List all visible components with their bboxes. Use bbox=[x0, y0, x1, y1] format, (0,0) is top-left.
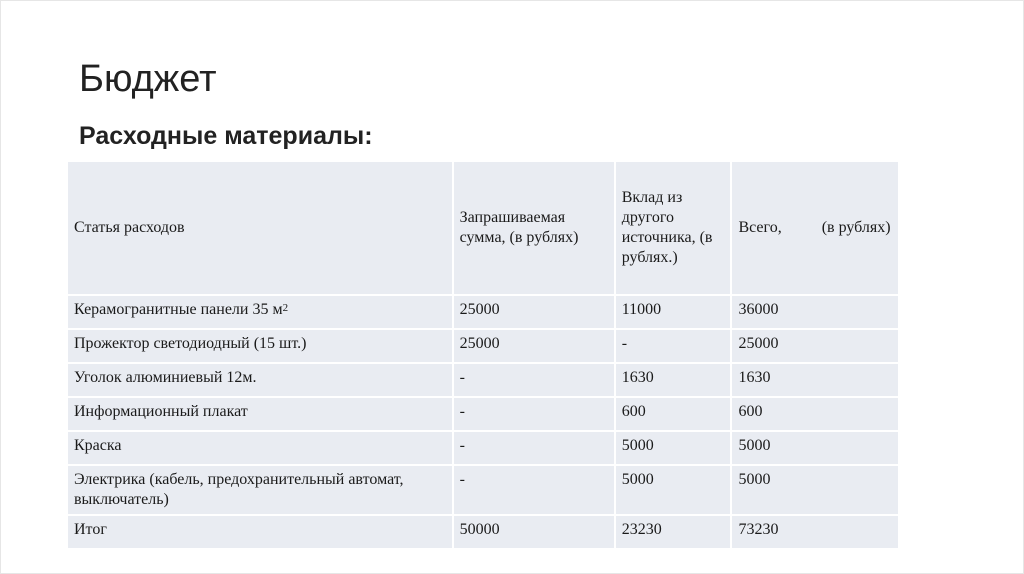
row-item bbox=[67, 295, 453, 329]
table-row bbox=[67, 397, 899, 431]
header-item: Статья расходов bbox=[67, 161, 453, 295]
footer-other-source: 23230 bbox=[615, 515, 732, 549]
row-total: 1630 bbox=[731, 363, 899, 397]
budget-table bbox=[66, 160, 900, 550]
footer-item: Итог bbox=[67, 515, 453, 549]
row-item: Уголок алюминиевый 12м. bbox=[67, 363, 453, 397]
table-row bbox=[67, 465, 899, 515]
row-item: Краска bbox=[67, 431, 453, 465]
row-requested: - bbox=[453, 465, 615, 515]
page-title: Бюджет bbox=[79, 58, 217, 100]
row-total: 600 bbox=[731, 397, 899, 431]
row-other-source: 1630 bbox=[615, 363, 732, 397]
row-item: Прожектор светодиодный (15 шт.) bbox=[67, 329, 453, 363]
row-other-source: - bbox=[615, 329, 732, 363]
row-requested: - bbox=[453, 431, 615, 465]
section-subtitle: Расходные материалы: bbox=[79, 122, 373, 150]
row-other-source: 600 bbox=[615, 397, 732, 431]
row-total: 5000 bbox=[731, 431, 899, 465]
table-header-row bbox=[67, 161, 899, 295]
row-other-source: 11000 bbox=[615, 295, 732, 329]
row-requested: - bbox=[453, 397, 615, 431]
table-row bbox=[67, 295, 899, 329]
row-item: Электрика (кабель, предохранительный автомат, выключатель) bbox=[67, 465, 453, 515]
row-other-source: 5000 bbox=[615, 465, 732, 515]
row-item-label: Керамогранитные панели 35 м bbox=[74, 301, 283, 318]
row-item-superscript: 2 bbox=[282, 302, 289, 314]
header-total-label: Всего, (в рублях) bbox=[738, 219, 891, 236]
row-requested: 25000 bbox=[453, 295, 615, 329]
table-row bbox=[67, 431, 899, 465]
row-requested: 25000 bbox=[453, 329, 615, 363]
table-row bbox=[67, 329, 899, 363]
row-item: Информационный плакат bbox=[67, 397, 453, 431]
row-requested: - bbox=[453, 363, 615, 397]
table-footer-row bbox=[67, 515, 899, 549]
row-total: 5000 bbox=[731, 465, 899, 515]
footer-requested: 50000 bbox=[453, 515, 615, 549]
table-row bbox=[67, 363, 899, 397]
row-total: 36000 bbox=[731, 295, 899, 329]
header-total bbox=[731, 161, 899, 295]
header-other-source: Вклад из другого источника, (в рублях.) bbox=[615, 161, 732, 295]
header-requested: Запрашиваемая сумма, (в рублях) bbox=[453, 161, 615, 295]
footer-total: 73230 bbox=[731, 515, 899, 549]
row-other-source: 5000 bbox=[615, 431, 732, 465]
row-total: 25000 bbox=[731, 329, 899, 363]
